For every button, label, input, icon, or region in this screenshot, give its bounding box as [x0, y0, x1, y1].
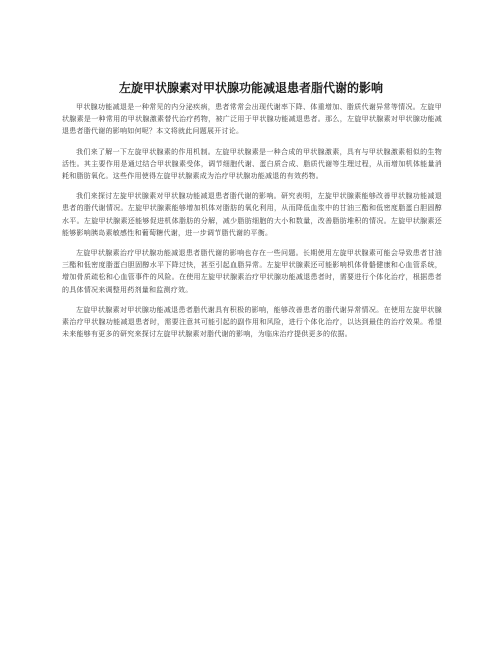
paragraph-intro: 甲状腺功能减退是一种常见的内分泌疾病，患者常常会出现代谢率下降、体重增加、脂质代谢异常等情况。左旋甲状腺素是一种常用的甲状腺激素替代治疗药物，被广泛用于甲状腺功能减退患者。那么，左旋甲状腺素对甲状腺功能减退患者脂代谢的影响如何呢？本文将就此问题展开讨论。 — [62, 103, 442, 136]
paragraph-risks: 左旋甲状腺素治疗甲状腺功能减退患者脂代谢的影响也存在一些问题。长期使用左旋甲状腺素可能会导致患者甘油三酯和低密度脂蛋白胆固醇水平下降过快，甚至引起血脂异常。左旋甲状腺素还可能影响机体骨骼健康和心血管系统，增加骨质疏松和心血管事件的风险。在使用左旋甲状腺素治疗甲状腺功能减退患者时，需要进行个体化治疗，根据患者的具体情况来调整用药剂量和监测疗效。 — [62, 249, 442, 294]
document-body — [62, 101, 442, 348]
document-title: 左旋甲状腺素对甲状腺功能减退患者脂代谢的影响 — [118, 81, 383, 95]
paragraph-mechanism: 我们来了解一下左旋甲状腺素的作用机制。左旋甲状腺素是一种合成的甲状腺激素，具有与甲状腺激素相似的生物活性。其主要作用是通过结合甲状腺素受体，调节细胞代谢、蛋白质合成、脂质代谢等生理过程，从而增加机体能量消耗和脂肪氧化。这些作用使得左旋甲状腺素成为治疗甲状腺功能减退的有效药物。 — [62, 147, 442, 181]
paragraph-effects: 我们来探讨左旋甲状腺素对甲状腺功能减退患者脂代谢的影响。研究表明，左旋甲状腺素能够改善甲状腺功能减退患者的脂代谢情况。左旋甲状腺素能够增加机体对脂肪的氧化利用，从而降低血浆中的甘油三酯和低密度脂蛋白胆固醇水平。左旋甲状腺素还能够促进机体脂肪的分解，减少脂肪细胞的大小和数量，改善脂肪堆积的情况。左旋甲状腺素还能够影响胰岛素敏感性和葡萄糖代谢，进一步调节脂代谢的平衡。 — [62, 192, 442, 237]
paragraph-conclusion: 左旋甲状腺素对甲状腺功能减退患者脂代谢具有积极的影响，能够改善患者的脂代谢异常情况。在使用左旋甲状腺素治疗甲状腺功能减退患者时，需要注意其可能引起的副作用和风险，进行个体化治疗，以达到最佳的治疗效果。希望未来能够有更多的研究来探讨左旋甲状腺素对脂代谢的影响，为临床治疗提供更多的依据。 — [62, 305, 442, 339]
